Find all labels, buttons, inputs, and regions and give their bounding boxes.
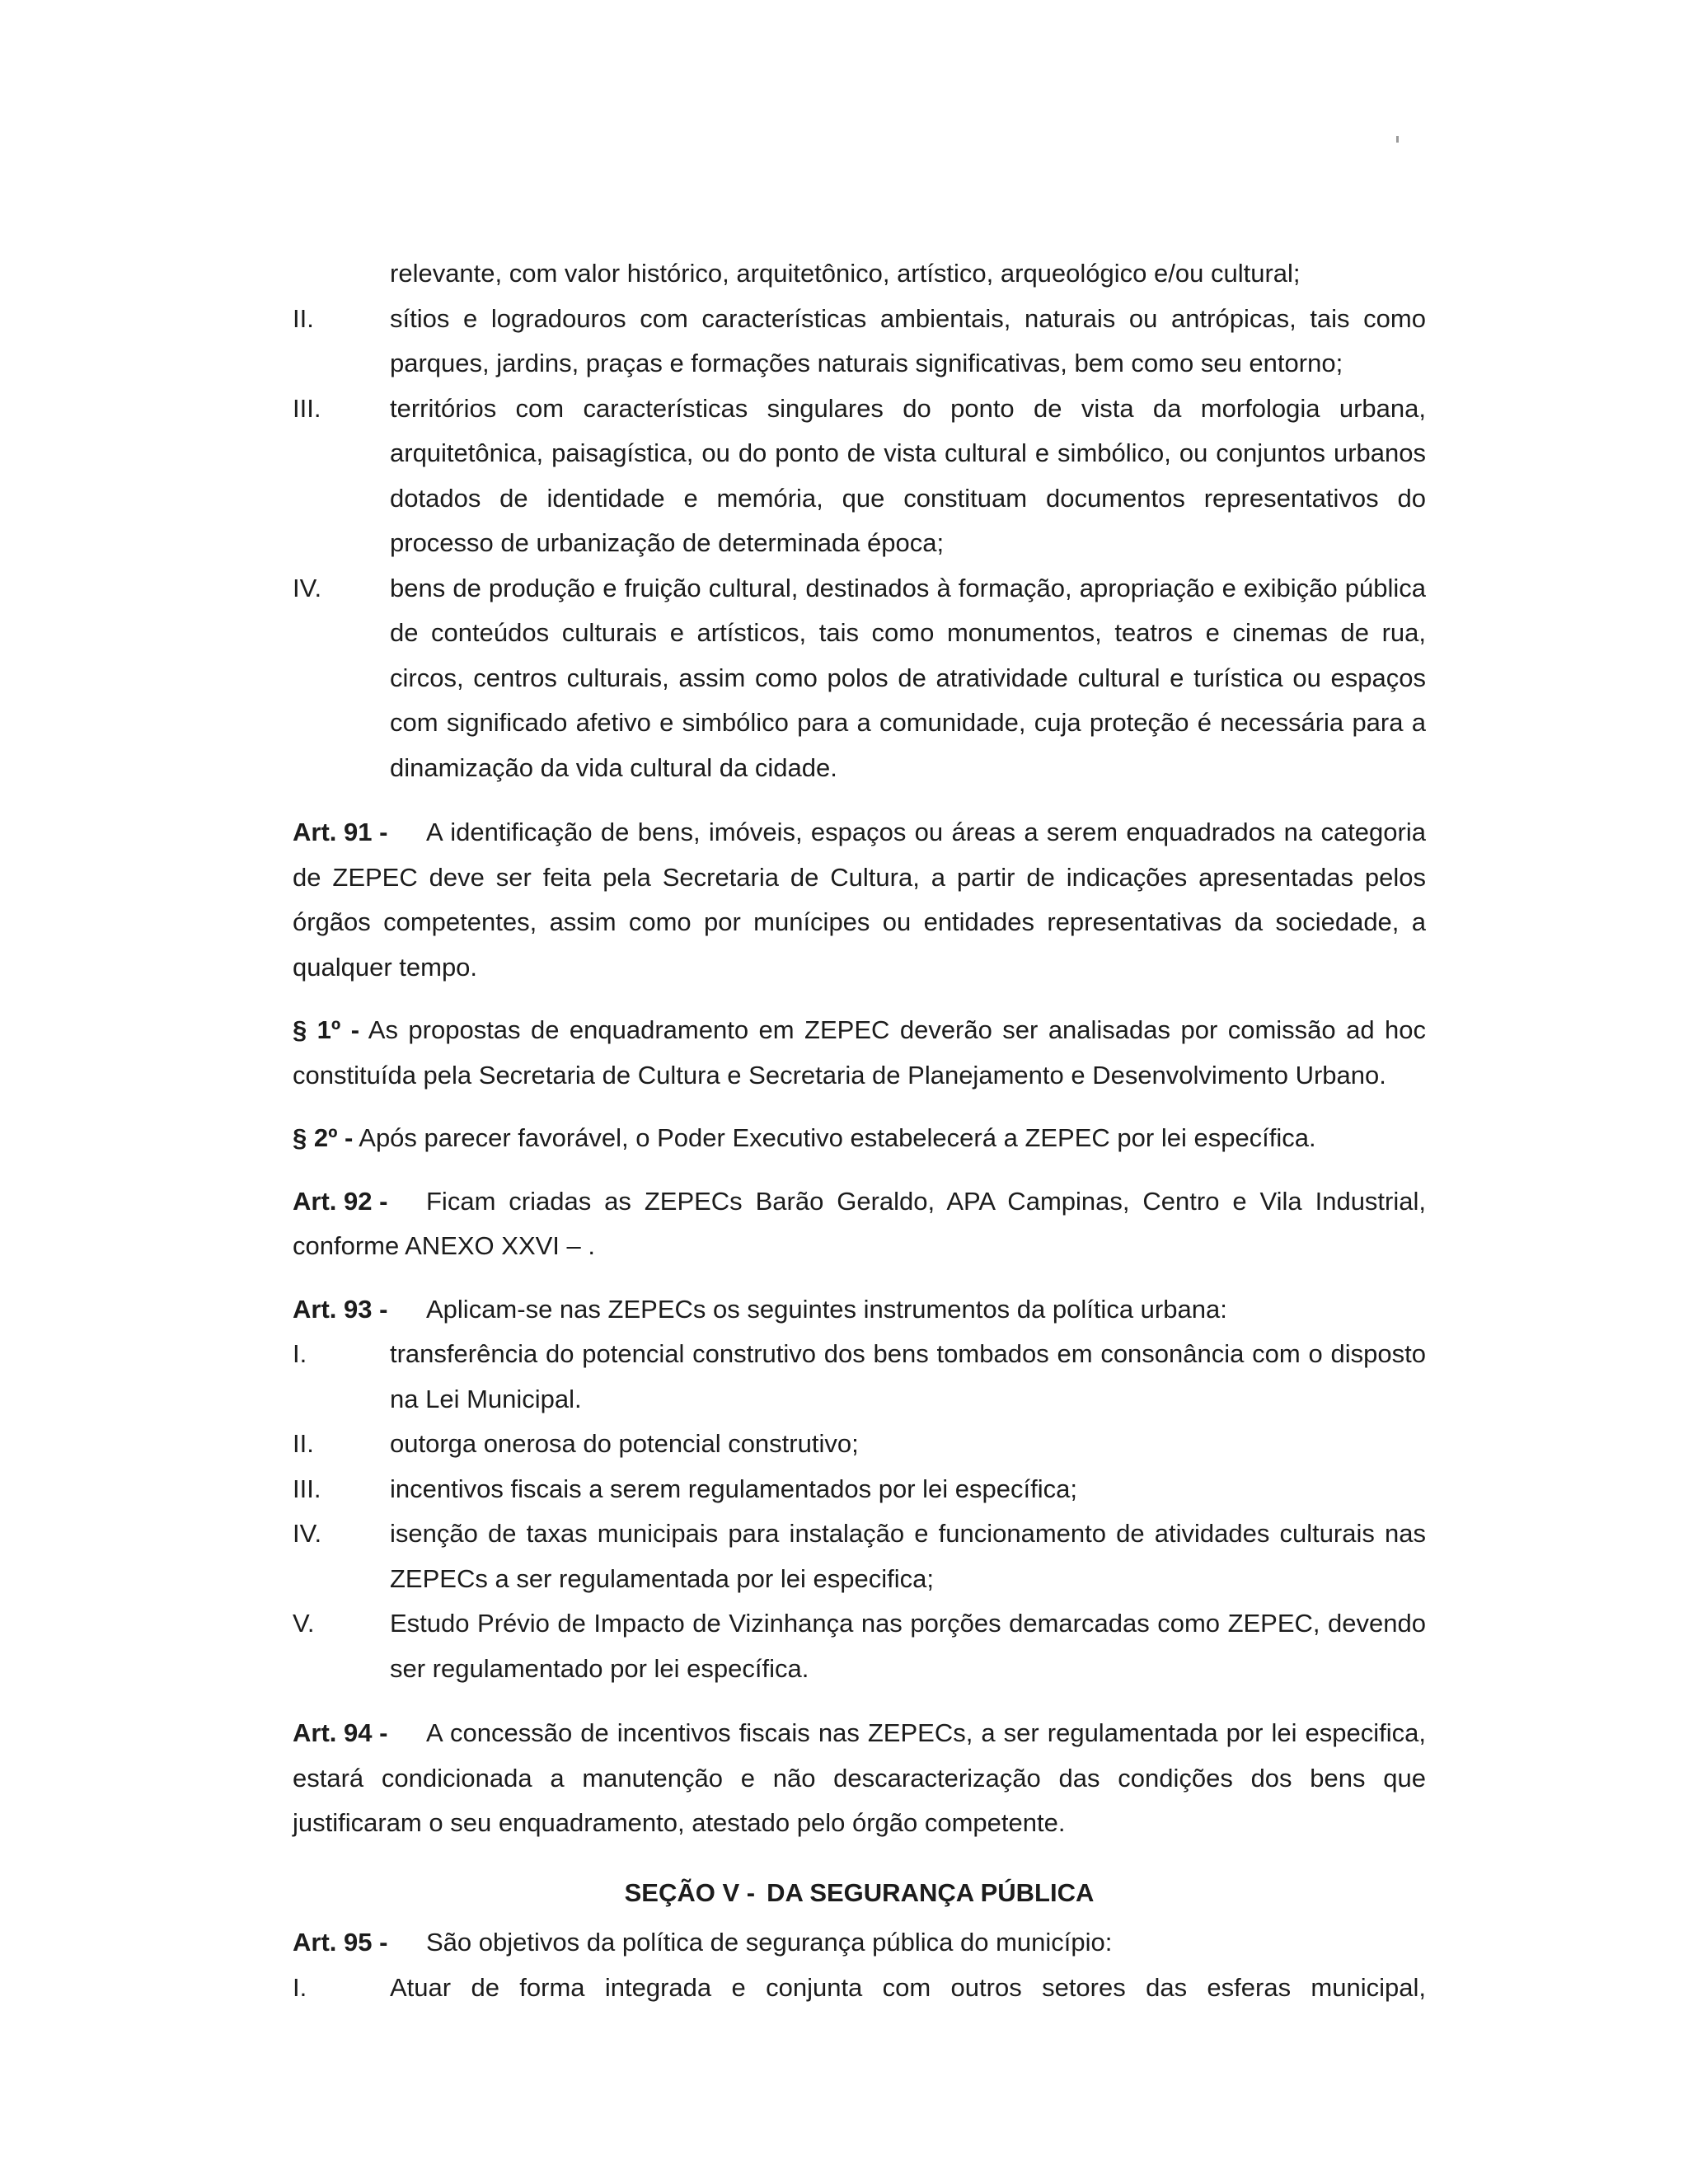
item-text: outorga onerosa do potencial construtivo; xyxy=(390,1429,859,1458)
paragraph-text: As propostas de enquadramento em ZEPEC deverão ser analisadas por comissão ad hoc constituída pela Secretaria de Cultura e Secretaria de Planejamento e Desenvolvimento Urbano. xyxy=(293,1015,1427,1090)
article-label: Art. 91 - xyxy=(293,818,388,846)
paragraph-label: § 1º - xyxy=(293,1015,360,1044)
paragraph-text: Após parecer favorável, o Poder Executivo estabelecerá a ZEPEC por lei específica. xyxy=(359,1123,1316,1152)
list-item-continuation xyxy=(293,251,1426,297)
item-number: I. xyxy=(293,1339,307,1368)
item-number: V. xyxy=(293,1609,315,1638)
scan-mark xyxy=(1396,136,1399,143)
article-label: Art. 92 - xyxy=(293,1186,388,1216)
item-text: transferência do potencial construtivo dos bens tombados em consonância com o disposto na Lei Municipal. xyxy=(390,1339,1426,1413)
item-number: III. xyxy=(293,393,321,423)
art90-item-ii xyxy=(293,297,1426,387)
art90-item-iv xyxy=(293,566,1426,791)
item-text: territórios com características singulares do ponto de vista da morfologia urbana, arquitetônica, paisagística, ou do ponto de vista cultural e simbólico, ou conjuntos urbanos dotados de identidade e memória, que constituam documentos representativos do processo de urbanização de determinada época; xyxy=(390,393,1426,557)
item-text: bens de produção e fruição cultural, destinados à formação, apropriação e exibição pública de conteúdos culturais e artísticos, tais como monumentos, teatros e cinemas de rua, circos, centros culturais, assim como polos de atratividade cultural e turística ou espaços com significado afetivo e simbólico para a comunidade, cuja proteção é necessária para a dinamização da vida cultural da cidade. xyxy=(390,573,1426,782)
art93-item-v xyxy=(293,1601,1426,1691)
section-heading xyxy=(293,1871,1426,1916)
art95-item-i xyxy=(293,1966,1426,2011)
item-number: IV. xyxy=(293,573,322,602)
article-label: Art. 93 - xyxy=(293,1294,388,1324)
paragraph-1 xyxy=(293,1008,1426,1098)
article-text: A concessão de incentivos fiscais nas ZEPECs, a ser regulamentada por lei especifica, estará condicionada a manutenção e não descaracterização das condições dos bens que justificaram o seu enquadramento, atestado pelo órgão competente. xyxy=(293,1718,1426,1837)
art90-item-iii xyxy=(293,387,1426,566)
art93-item-iv xyxy=(293,1511,1426,1601)
item-text: Estudo Prévio de Impacto de Vizinhança nas porções demarcadas como ZEPEC, devendo ser regulamentado por lei específica. xyxy=(390,1609,1426,1683)
item-number: IV. xyxy=(293,1519,322,1548)
document-page xyxy=(293,251,1426,2010)
article-95 xyxy=(293,1920,1426,1966)
article-94 xyxy=(293,1711,1426,1846)
article-text: Aplicam-se nas ZEPECs os seguintes instrumentos da política urbana: xyxy=(426,1294,1227,1324)
item-number: II. xyxy=(293,1429,314,1458)
art93-item-ii xyxy=(293,1422,1426,1467)
item-text: sítios e logradouros com características ambientais, naturais ou antrópicas, tais como parques, jardins, praças e formações naturais significativas, bem como seu entorno; xyxy=(390,303,1426,377)
article-92 xyxy=(293,1179,1426,1269)
section-title: DA SEGURANÇA PÚBLICA xyxy=(767,1877,1095,1907)
article-label: Art. 95 - xyxy=(293,1928,388,1957)
item-number: III. xyxy=(293,1474,321,1503)
art93-item-i xyxy=(293,1332,1426,1422)
article-text: São objetivos da política de segurança pública do município: xyxy=(426,1928,1113,1957)
item-number: I. xyxy=(293,1972,307,2002)
item-text: isenção de taxas municipais para instalação e funcionamento de atividades culturais nas ZEPECs a ser regulamentada por lei especifica; xyxy=(390,1519,1426,1593)
section-label: SEÇÃO V - xyxy=(624,1877,756,1907)
item-text: relevante, com valor histórico, arquitetônico, artístico, arqueológico e/ou cultural; xyxy=(390,259,1301,288)
item-number: II. xyxy=(293,303,314,333)
item-text: incentivos fiscais a serem regulamentados por lei específica; xyxy=(390,1474,1077,1503)
article-label: Art. 94 - xyxy=(293,1718,388,1747)
article-93 xyxy=(293,1287,1426,1333)
item-text: Atuar de forma integrada e conjunta com outros setores das esferas municipal, xyxy=(390,1972,1426,2002)
paragraph-label: § 2º - xyxy=(293,1123,354,1152)
art93-item-iii xyxy=(293,1467,1426,1512)
article-91 xyxy=(293,810,1426,990)
article-text: Ficam criadas as ZEPECs Barão Geraldo, APA Campinas, Centro e Vila Industrial, conforme ANEXO XXVI – . xyxy=(293,1186,1426,1260)
paragraph-2 xyxy=(293,1116,1426,1161)
article-text: A identificação de bens, imóveis, espaços ou áreas a serem enquadrados na categoria de ZEPEC deve ser feita pela Secretaria de Cultura, a partir de indicações apresentadas pelos órgãos competentes, assim como por munícipes ou entidades representativas da sociedade, a qualquer tempo. xyxy=(293,818,1426,982)
